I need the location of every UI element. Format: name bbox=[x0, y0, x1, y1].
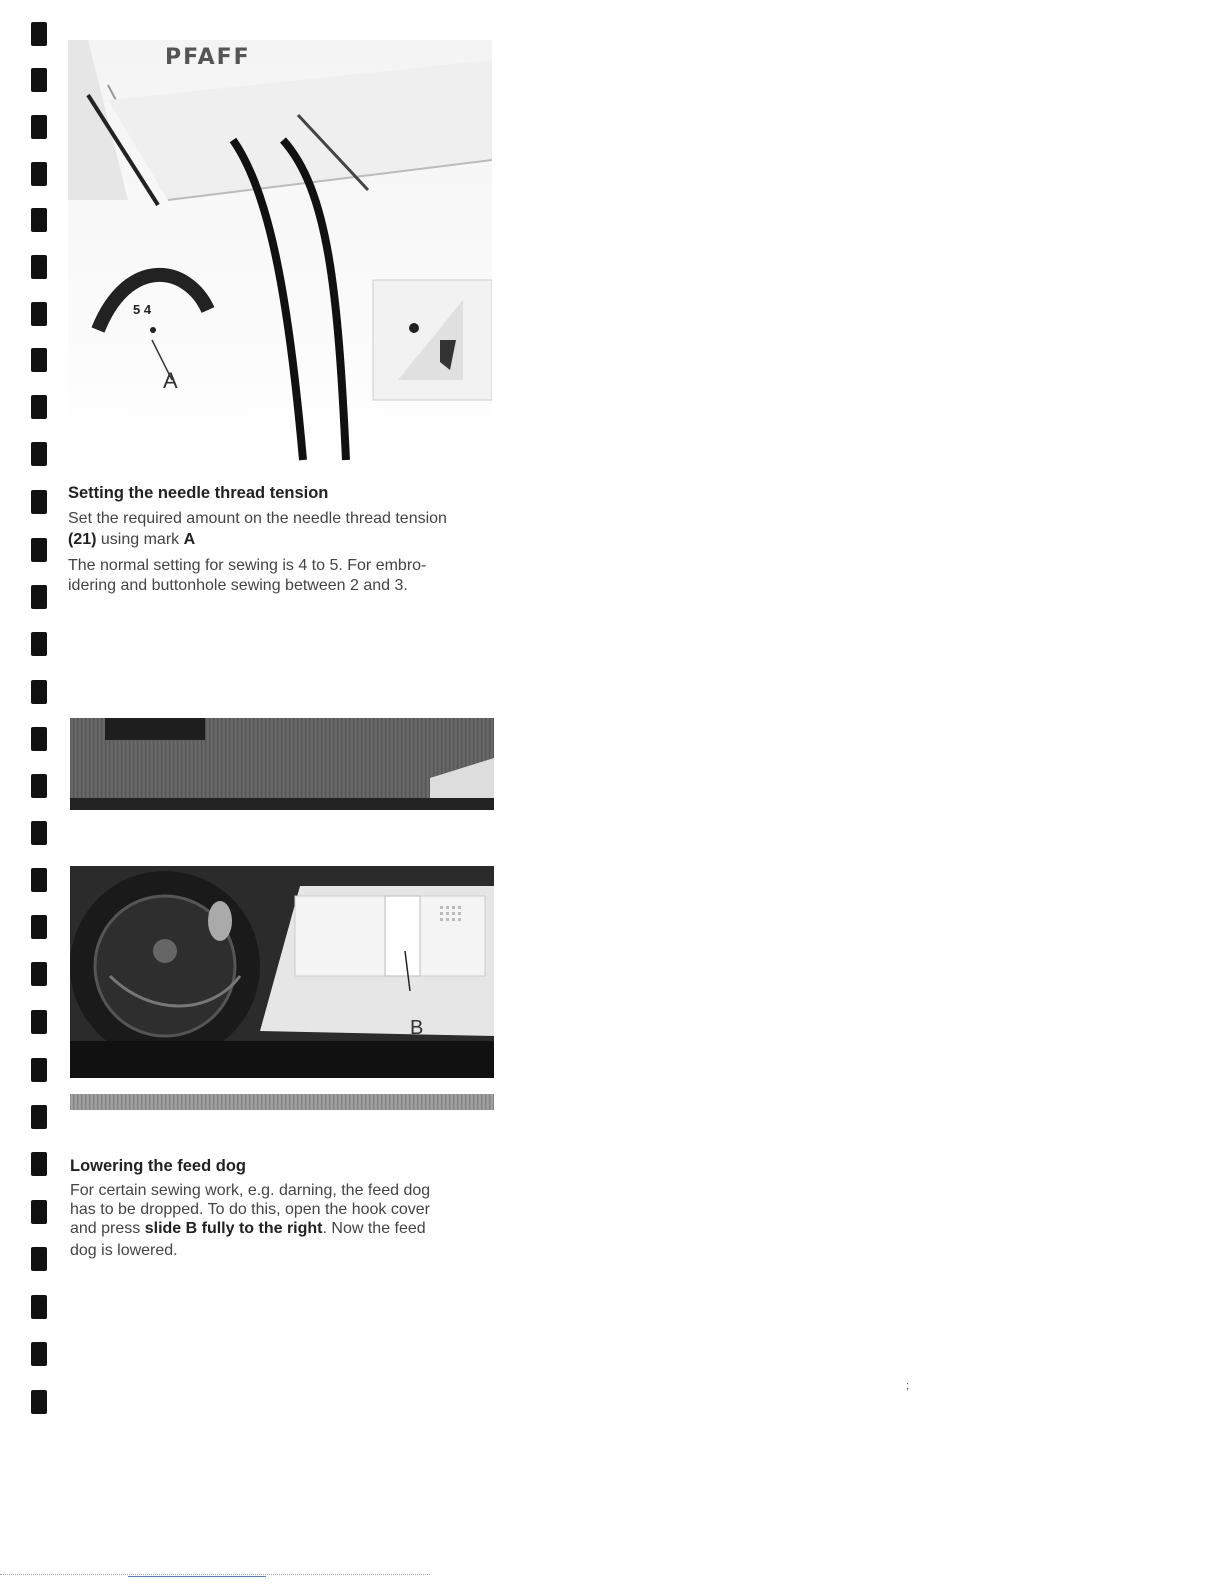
binding-hole bbox=[31, 868, 47, 892]
binding-hole bbox=[31, 538, 47, 562]
tension-text-line2-rest: using mark bbox=[96, 531, 184, 548]
tension-ref-number: (21) bbox=[68, 531, 97, 548]
feed-dog-instruction: slide B fully to the right bbox=[144, 1220, 323, 1237]
feed-dog-text-line3 bbox=[70, 1219, 426, 1239]
tension-text-line2 bbox=[68, 530, 195, 550]
binding-hole bbox=[31, 1010, 47, 1034]
stray-mark: ; bbox=[906, 1380, 910, 1392]
binding-hole bbox=[31, 22, 47, 46]
bottom-link-line bbox=[128, 1576, 266, 1577]
bottom-dotted-rule bbox=[0, 1574, 430, 1575]
brand-logo: PFAFF bbox=[165, 45, 251, 70]
binding-hole bbox=[31, 1247, 47, 1271]
binding-hole bbox=[31, 1390, 47, 1414]
tension-text-line1: Set the required amount on the needle thread tension bbox=[68, 510, 447, 527]
binding-hole bbox=[31, 395, 47, 419]
tension-mark-ref: A bbox=[183, 531, 196, 548]
binding-hole bbox=[31, 1105, 47, 1129]
slide-b-label: B bbox=[410, 1017, 424, 1039]
binding-hole bbox=[31, 1152, 47, 1176]
binding-hole bbox=[31, 727, 47, 751]
binding-hole bbox=[31, 348, 47, 372]
feed-dog-text-line3-pre: and press bbox=[70, 1220, 145, 1237]
feed-dog-text-line4: dog is lowered. bbox=[70, 1242, 178, 1259]
binding-hole bbox=[31, 680, 47, 704]
feed-dog-text-line2: has to be dropped. To do this, open the hook cover bbox=[70, 1201, 430, 1218]
binding-hole bbox=[31, 255, 47, 279]
binding-hole bbox=[31, 490, 47, 514]
binding-hole bbox=[31, 115, 47, 139]
binding-hole bbox=[31, 1058, 47, 1082]
dial-numbers: 5 4 bbox=[133, 302, 152, 317]
feed-dog-text-line1: For certain sewing work, e.g. darning, the feed dog bbox=[70, 1182, 431, 1199]
binding-hole bbox=[31, 302, 47, 326]
tension-text-line4: idering and buttonhole sewing between 2 and 3. bbox=[68, 577, 408, 594]
binding-hole bbox=[31, 208, 47, 232]
tension-dial-photo bbox=[68, 40, 492, 468]
binding-hole bbox=[31, 632, 47, 656]
binding-hole bbox=[31, 442, 47, 466]
feed-dog-slide-photo bbox=[70, 866, 494, 1078]
binding-hole bbox=[31, 915, 47, 939]
binding-hole bbox=[31, 585, 47, 609]
machine-bed-photo bbox=[70, 718, 494, 810]
binding-hole bbox=[31, 821, 47, 845]
binding-hole bbox=[31, 774, 47, 798]
binding-hole bbox=[31, 1200, 47, 1224]
binding-hole bbox=[31, 1342, 47, 1366]
tension-text-line3: The normal setting for sewing is 4 to 5. For embro- bbox=[68, 557, 427, 574]
binding-hole bbox=[31, 68, 47, 92]
binding-hole bbox=[31, 1295, 47, 1319]
binding-hole bbox=[31, 962, 47, 986]
section-heading-tension: Setting the needle thread tension bbox=[68, 484, 329, 502]
feed-dog-text-line3-post: . Now the feed bbox=[322, 1220, 426, 1237]
mark-a-label: A bbox=[163, 368, 178, 393]
section-heading-feed-dog: Lowering the feed dog bbox=[70, 1157, 246, 1175]
binding-hole bbox=[31, 162, 47, 186]
bed-edge-strip bbox=[70, 1094, 494, 1110]
